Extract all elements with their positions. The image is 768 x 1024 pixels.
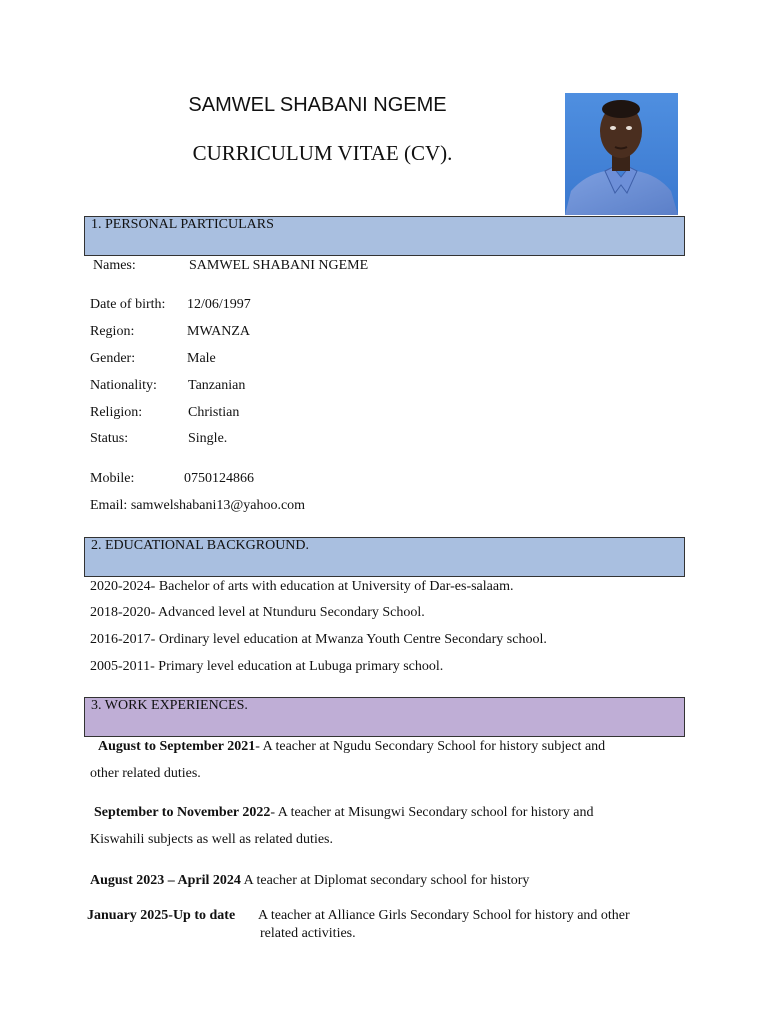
email-line: Email: samwelshabani13@yahoo.com	[90, 498, 306, 513]
section-educational-background	[84, 537, 685, 577]
work-item	[94, 805, 594, 821]
region-label: Region:	[90, 324, 135, 339]
work-description: A teacher at Alliance Girls Secondary School for history and other	[258, 908, 630, 923]
mobile-label: Mobile:	[90, 471, 135, 486]
education-item: 2020-2024- Bachelor of arts with education at University of Dar-es-salaam.	[90, 579, 514, 594]
status-label: Status:	[90, 431, 129, 446]
section-heading: 1. PERSONAL PARTICULARS	[91, 217, 274, 232]
section-work-experiences	[84, 697, 685, 737]
education-item: 2018-2020- Advanced level at Ntunduru Secondary School.	[90, 605, 425, 620]
education-item: 2016-2017- Ordinary level education at Mwanza Youth Centre Secondary school.	[90, 632, 547, 647]
work-description: - A teacher at Misungwi Secondary school for history and	[270, 805, 594, 820]
profile-photo	[565, 93, 678, 215]
status-value: Single.	[188, 431, 228, 446]
work-period: August to September 2021	[98, 739, 256, 754]
work-description-cont: Kiswahili subjects as well as related duties.	[90, 832, 333, 847]
region-value: MWANZA	[187, 324, 250, 339]
section-personal-particulars	[84, 216, 685, 256]
work-item	[90, 873, 529, 889]
work-description-cont: other related duties.	[90, 766, 201, 781]
names-label: Names:	[93, 258, 136, 273]
dob-value: 12/06/1997	[187, 297, 251, 312]
nationality-label: Nationality:	[90, 378, 157, 393]
work-period: August 2023 – April 2024	[90, 873, 241, 888]
work-period: January 2025-Up to date	[87, 908, 236, 923]
names-value: SAMWEL SHABANI NGEME	[189, 258, 369, 273]
gender-label: Gender:	[90, 351, 136, 366]
gender-value: Male	[187, 351, 216, 366]
nationality-value: Tanzanian	[188, 378, 246, 393]
mobile-value: 0750124866	[184, 471, 254, 486]
work-description: A teacher at Diplomat secondary school for history	[240, 873, 530, 888]
section-heading: 2. EDUCATIONAL BACKGROUND.	[91, 538, 310, 553]
education-item: 2005-2011- Primary level education at Lubuga primary school.	[90, 659, 444, 674]
portrait-image	[565, 93, 678, 215]
work-period: September to November 2022	[94, 805, 271, 820]
work-description: - A teacher at Ngudu Secondary School for history subject and	[255, 739, 606, 754]
religion-label: Religion:	[90, 405, 143, 420]
work-description-cont: related activities.	[260, 926, 356, 941]
religion-value: Christian	[188, 405, 240, 420]
cv-owner-name: SAMWEL SHABANI NGEME	[188, 94, 447, 116]
dob-label: Date of birth:	[90, 297, 166, 312]
work-item	[98, 739, 605, 755]
cv-title: CURRICULUM VITAE (CV).	[192, 141, 453, 165]
section-heading: 3. WORK EXPERIENCES.	[91, 698, 248, 713]
